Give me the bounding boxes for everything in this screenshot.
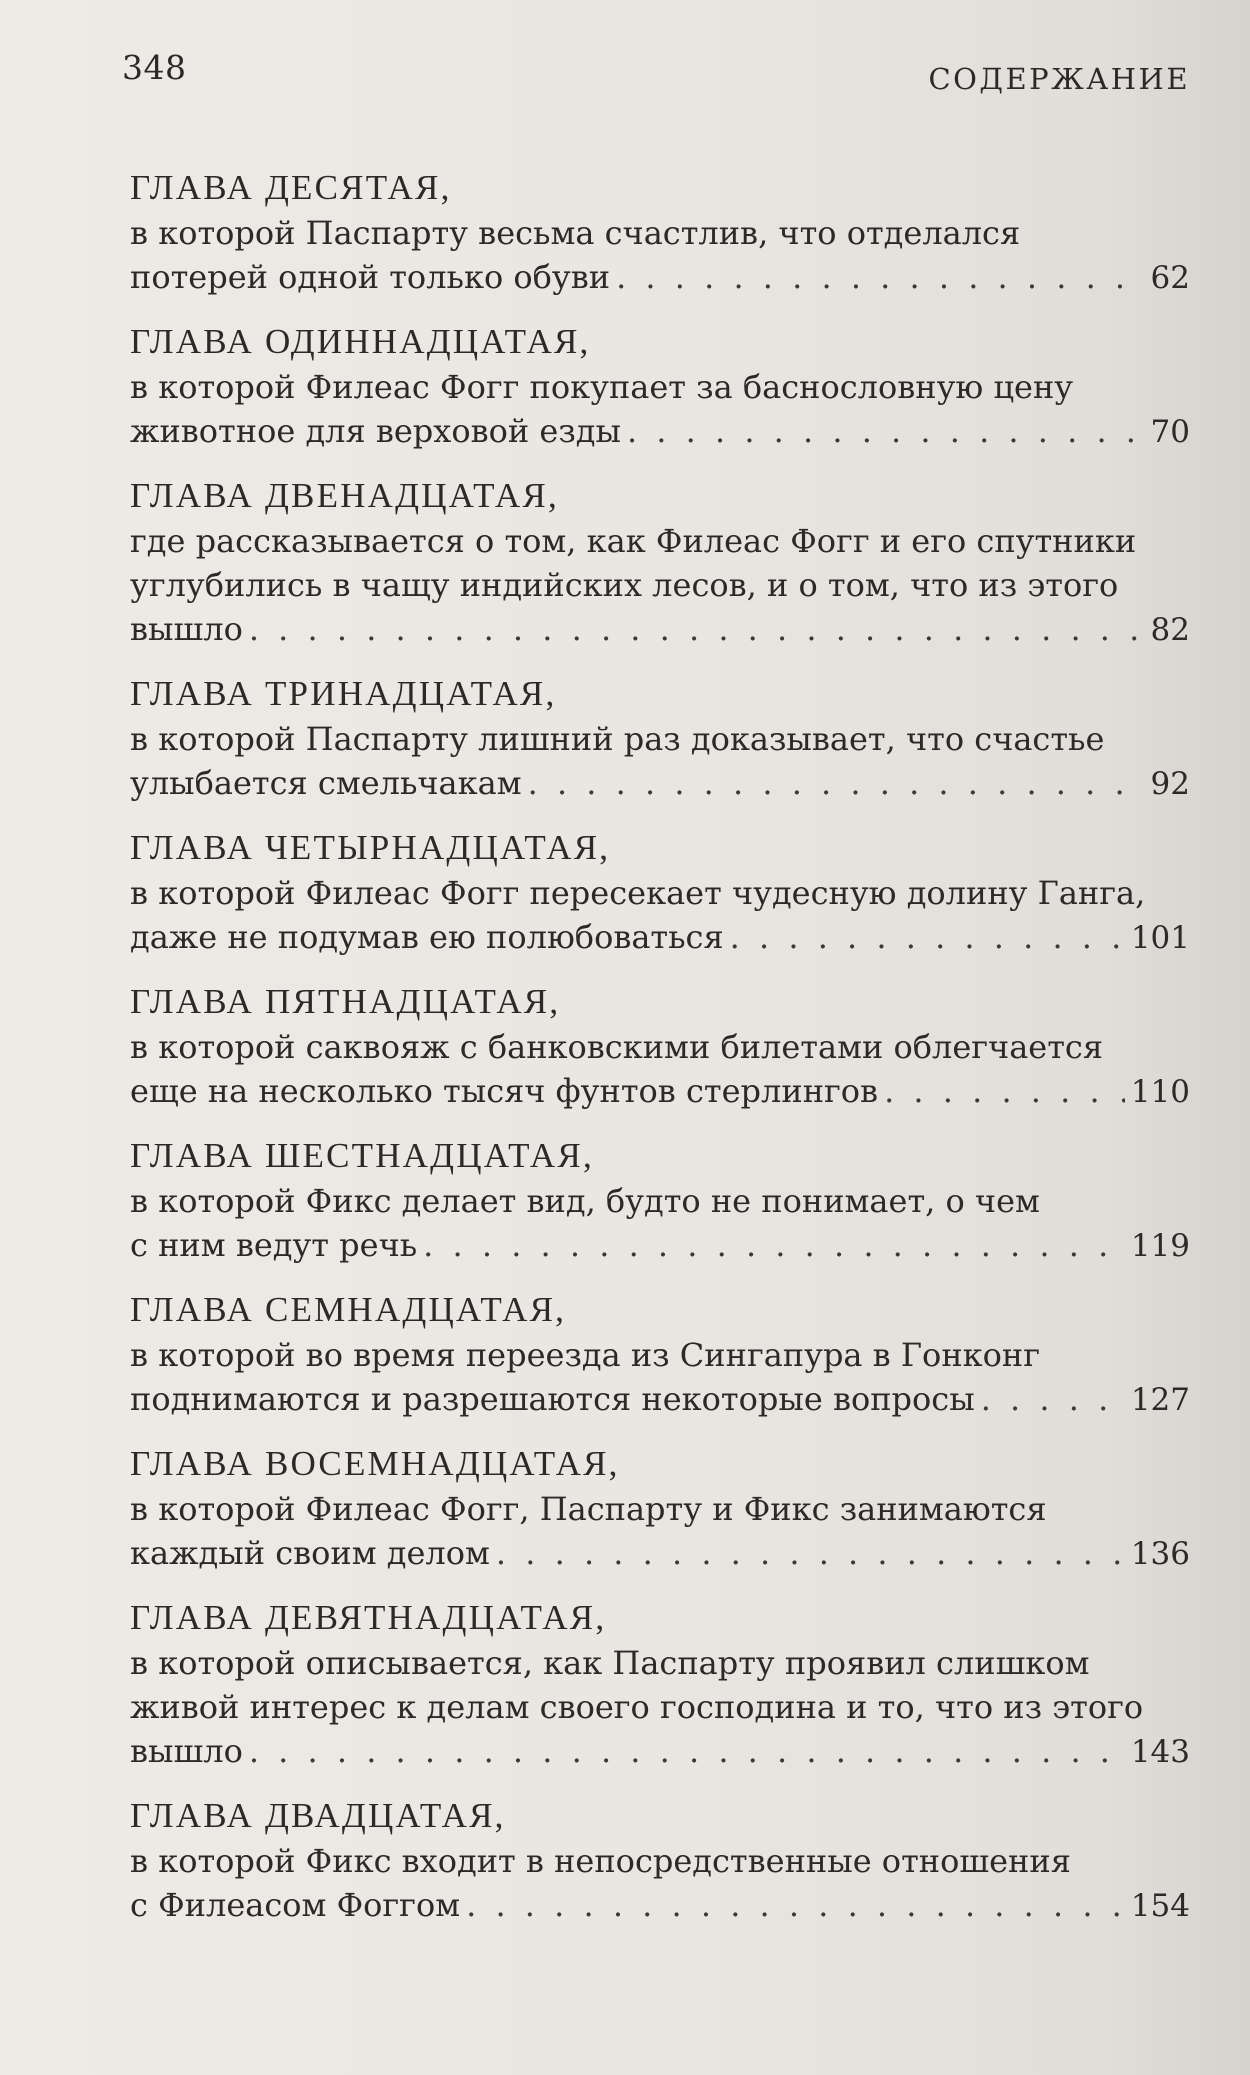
chapter-description-line: живой интерес к делам своего господина и то, что из этого	[130, 1688, 1144, 1726]
chapter-title: ГЛАВА ТРИНАДЦАТАЯ,	[130, 674, 557, 713]
chapter-description-line: в которой Филеас Фогг пересекает чудесную долину Ганга,	[130, 874, 1146, 912]
chapter-description-line: в которой Фикс входит в непосредственные отношения	[130, 1842, 1071, 1880]
chapter-description-line: в которой саквояж с банковскими билетами облегчается	[130, 1028, 1104, 1066]
chapter-description-line: где рассказывается о том, как Филеас Фогг и его спутники	[130, 522, 1137, 560]
dot-leader	[884, 1069, 1125, 1113]
page-reference: 101	[1130, 920, 1190, 956]
toc-leader-line	[130, 409, 1190, 454]
dot-leader	[981, 1377, 1125, 1421]
toc-leader-line	[130, 255, 1190, 300]
chapter-description-last-line: каждый своим делом	[130, 1534, 490, 1572]
chapter-description-line: в которой Фикс делает вид, будто не понимает, о чем	[130, 1182, 1040, 1220]
chapter-description-last-line: еще на несколько тысяч фунтов стерлингов	[130, 1072, 879, 1110]
page-header	[0, 0, 1250, 120]
running-head: СОДЕРЖАНИЕ	[928, 62, 1190, 96]
dot-leader	[249, 607, 1145, 651]
page-reference: 82	[1150, 612, 1190, 648]
toc-entry	[130, 1442, 1190, 1576]
dot-leader	[249, 1729, 1125, 1773]
chapter-title: ГЛАВА ЧЕТЫРНАДЦАТАЯ,	[130, 828, 611, 867]
chapter-description-last-line: с Филеасом Фоггом	[130, 1886, 461, 1924]
page-reference: 127	[1130, 1382, 1190, 1418]
chapter-title: ГЛАВА ВОСЕМНАДЦАТАЯ,	[130, 1444, 620, 1483]
chapter-description-last-line: улыбается смельчакам	[130, 764, 522, 802]
chapter-title: ГЛАВА СЕМНАДЦАТАЯ,	[130, 1290, 567, 1329]
toc-leader-line	[130, 1069, 1190, 1114]
page-reference: 62	[1150, 260, 1190, 296]
table-of-contents	[130, 166, 1190, 1948]
page-reference: 154	[1130, 1888, 1190, 1924]
page-reference: 92	[1150, 766, 1190, 802]
chapter-description-line: в которой Паспарту лишний раз доказывает, что счастье	[130, 720, 1105, 758]
chapter-title: ГЛАВА ШЕСТНАДЦАТАЯ,	[130, 1136, 594, 1175]
page-reference: 119	[1130, 1228, 1190, 1264]
chapter-description-line: в которой Паспарту весьма счастлив, что отделался	[130, 214, 1021, 252]
page-number: 348	[122, 48, 187, 87]
dot-leader	[466, 1883, 1125, 1927]
toc-entry	[130, 980, 1190, 1114]
toc-leader-line	[130, 1531, 1190, 1576]
toc-leader-line	[130, 915, 1190, 960]
toc-leader-line	[130, 1377, 1190, 1422]
chapter-description-last-line: вышло	[130, 610, 243, 648]
chapter-title: ГЛАВА ПЯТНАДЦАТАЯ,	[130, 982, 561, 1021]
toc-leader-line	[130, 761, 1190, 806]
toc-entry	[130, 166, 1190, 300]
chapter-title: ГЛАВА ОДИННАДЦАТАЯ,	[130, 322, 591, 361]
chapter-title: ГЛАВА ДВЕНАДЦАТАЯ,	[130, 476, 559, 515]
chapter-description-last-line: с ним ведут речь	[130, 1226, 418, 1264]
chapter-description-line: в которой во время переезда из Сингапура в Гонконг	[130, 1336, 1040, 1374]
chapter-title: ГЛАВА ДЕВЯТНАДЦАТАЯ,	[130, 1598, 607, 1637]
toc-entry	[130, 1134, 1190, 1268]
toc-entry	[130, 474, 1190, 652]
chapter-description-last-line: животное для верховой езды	[130, 412, 621, 450]
chapter-description-last-line: поднимаются и разрешаются некоторые вопросы	[130, 1380, 975, 1418]
toc-entry	[130, 320, 1190, 454]
toc-leader-line	[130, 1729, 1190, 1774]
page-reference: 136	[1130, 1536, 1190, 1572]
dot-leader	[496, 1531, 1125, 1575]
toc-leader-line	[130, 1883, 1190, 1928]
chapter-description-last-line: вышло	[130, 1732, 243, 1770]
chapter-description-line: углубились в чащу индийских лесов, и о том, что из этого	[130, 566, 1119, 604]
chapter-description-line: в которой описывается, как Паспарту проявил слишком	[130, 1644, 1090, 1682]
chapter-description-line: в которой Филеас Фогг покупает за баснословную цену	[130, 368, 1074, 406]
toc-entry	[130, 1596, 1190, 1774]
page-reference: 70	[1150, 414, 1190, 450]
toc-entry	[130, 1794, 1190, 1928]
dot-leader	[616, 255, 1144, 299]
page-reference: 110	[1130, 1074, 1190, 1110]
dot-leader	[528, 761, 1145, 805]
dot-leader	[423, 1223, 1125, 1267]
chapter-description-last-line: потерей одной только обуви	[130, 258, 611, 296]
chapter-description-last-line: даже не подумав ею полюбоваться	[130, 918, 724, 956]
page-reference: 143	[1130, 1734, 1190, 1770]
chapter-title: ГЛАВА ДВАДЦАТАЯ,	[130, 1796, 506, 1835]
chapter-description-line: в которой Филеас Фогг, Паспарту и Фикс занимаются	[130, 1490, 1047, 1528]
dot-leader	[627, 409, 1145, 453]
dot-leader	[730, 915, 1125, 959]
toc-leader-line	[130, 1223, 1190, 1268]
toc-entry	[130, 826, 1190, 960]
toc-entry	[130, 672, 1190, 806]
toc-entry	[130, 1288, 1190, 1422]
chapter-title: ГЛАВА ДЕСЯТАЯ,	[130, 168, 452, 207]
toc-leader-line	[130, 607, 1190, 652]
